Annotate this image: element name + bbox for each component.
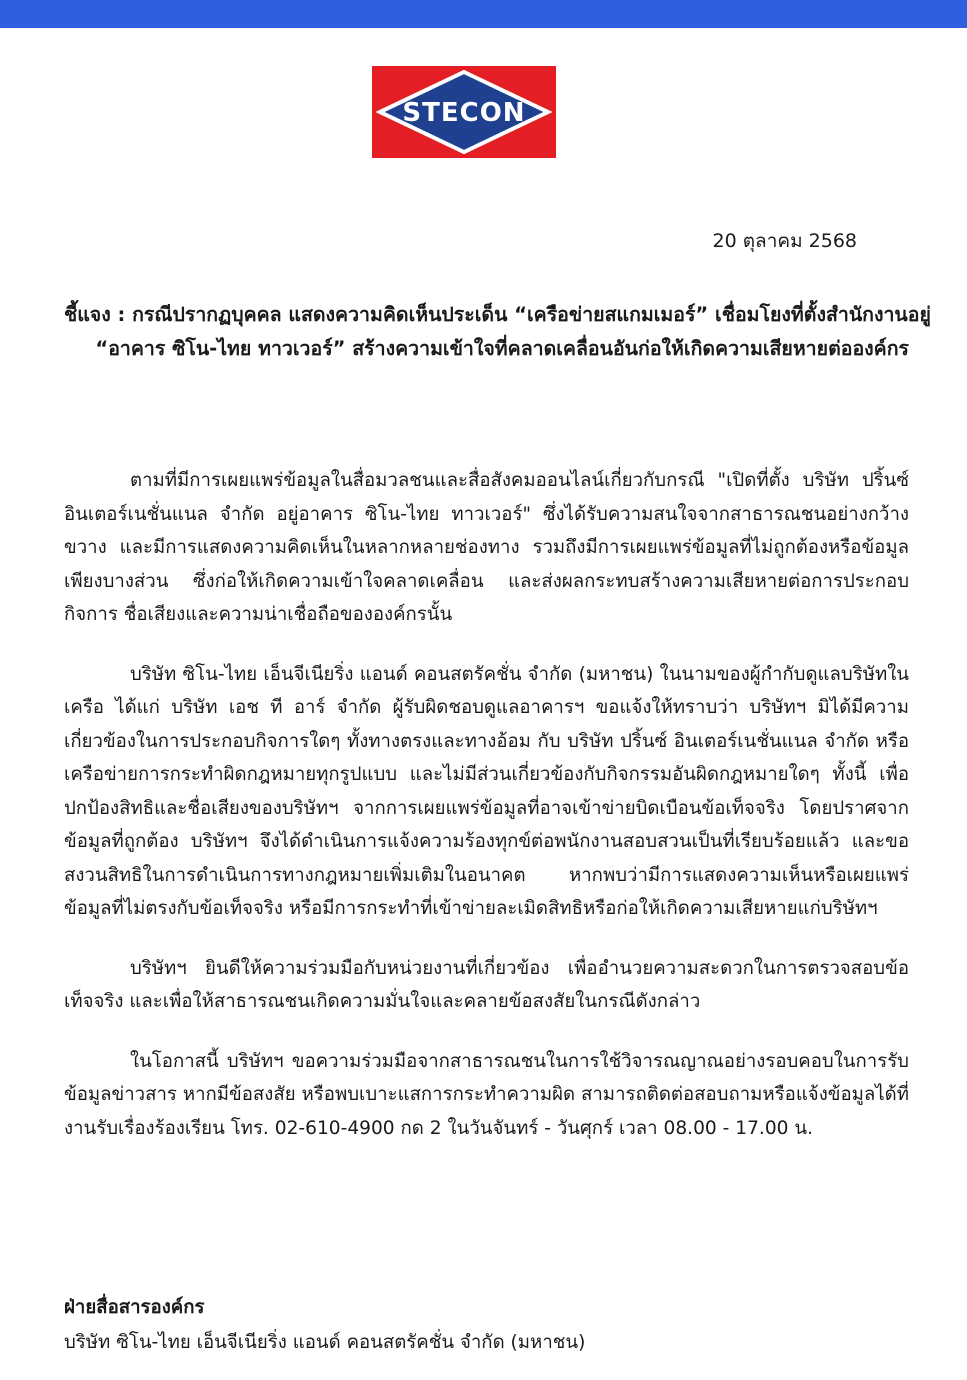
stecon-logo	[372, 66, 556, 158]
press-release-document	[0, 28, 967, 1380]
signature-company: บริษัท ซิโน-ไทย เอ็นจีเนียริ่ง แอนด์ คอนสตรัคชั่น จำกัด (มหาชน)	[64, 1332, 586, 1353]
signature-department: ฝ่ายสื่อสารองค์กร	[64, 1297, 205, 1318]
top-accent-bar	[0, 0, 967, 28]
document-subject	[64, 298, 931, 366]
paragraph-2: บริษัท ซิโน-ไทย เอ็นจีเนียริ่ง แอนด์ คอนสตรัคชั่น จำกัด (มหาชน) ในนามของผู้กำกับดูแลบริษัทในเครือ ได้แก่ บริษัท เอช ที อาร์ จำกัด ผู้รับผิดชอบดูแลอาคารฯ ขอแจ้งให้ทราบว่า บริษัทฯ มิได้มีความเกี่ยวข้องในการประกอบกิจการใดๆ ทั้งทางตรงและทางอ้อม กับ บริษัท ปริ้นซ์ อินเตอร์เนชั่นแนล จำกัด หรือเครือข่ายการกระทำผิดกฎหมายทุกรูปแบบ และไม่มีส่วนเกี่ยวข้องกับกิจกรรมอันผิดกฎหมายใดๆ ทั้งนี้ เพื่อปกป้องสิทธิและชื่อเสียงของบริษัทฯ จากการเผยแพร่ข้อมูลที่อาจเข้าข่ายบิดเบือนข้อเท็จจริง โดยปราศจากข้อมูลที่ถูกต้อง บริษัทฯ จึงได้ดำเนินการแจ้งความร้องทุกข์ต่อพนักงานสอบสวนเป็นที่เรียบร้อยแล้ว และขอสงวนสิทธิในการดำเนินการทางกฎหมายเพิ่มเติมในอนาคต หากพบว่ามีการแสดงความเห็นหรือเผยแพร่ข้อมูลที่ไม่ตรงกับข้อเท็จจริง หรือมีการกระทำที่เข้าข่ายละเมิดสิทธิหรือก่อให้เกิดความเสียหายแก่บริษัทฯ	[64, 663, 909, 919]
document-body	[64, 464, 909, 1171]
paragraph-1: ตามที่มีการเผยแพร่ข้อมูลในสื่อมวลชนและสื่อสังคมออนไลน์เกี่ยวกับกรณี "เปิดที่ตั้ง บริษัท ปริ้นซ์ อินเตอร์เนชั่นแนล จำกัด อยู่อาคาร ซิโน-ไทย ทาวเวอร์" ซึ่งได้รับความสนใจจากสาธารณชนอย่างกว้างขวาง และมีการแสดงความคิดเห็นในหลากหลายช่องทาง รวมถึงมีการเผยแพร่ข้อมูลที่ไม่ถูกต้องหรือข้อมูลเพียงบางส่วน ซึ่งก่อให้เกิดความเข้าใจคลาดเคลื่อน และส่งผลกระทบสร้างความเสียหายต่อการประกอบกิจการ ชื่อเสียงและความน่าเชื่อถือขององค์กรนั้น	[64, 470, 909, 625]
logo-text: STECON	[402, 98, 526, 128]
signature-block	[64, 1290, 909, 1360]
document-date: 20 ตุลาคม 2568	[712, 230, 857, 252]
paragraph-3: บริษัทฯ ยินดีให้ความร่วมมือกับหน่วยงานที่เกี่ยวข้อง เพื่ออำนวยความสะดวกในการตรวจสอบข้อเท็จจริง และเพื่อให้สาธารณชนเกิดความมั่นใจและคลายข้อสงสัยในกรณีดังกล่าว	[64, 957, 909, 1012]
paragraph-4: ในโอกาสนี้ บริษัทฯ ขอความร่วมมือจากสาธารณชนในการใช้วิจารณญาณอย่างรอบคอบในการรับข้อมูลข่าวสาร หากมีข้อสงสัย หรือพบเบาะแสการกระทำความผิด สามารถติดต่อสอบถามหรือแจ้งข้อมูลได้ที่งานรับเรื่องร้องเรียน โทร. 02-610-4900 กด 2 ในวันจันทร์ - วันศุกร์ เวลา 08.00 - 17.00 น.	[64, 1050, 909, 1139]
subject-line-2: “อาคาร ซิโน-ไทย ทาวเวอร์” สร้างความเข้าใจที่คลาดเคลื่อนอันก่อให้เกิดความเสียหายต่อองค์กร	[95, 337, 909, 360]
subject-line-1: ชี้แจง : กรณีปรากฏบุคคล แสดงความคิดเห็นประเด็น “เครือข่ายสแกมเมอร์” เชื่อมโยงที่ตั้งสำนักงานอยู่	[64, 303, 931, 326]
